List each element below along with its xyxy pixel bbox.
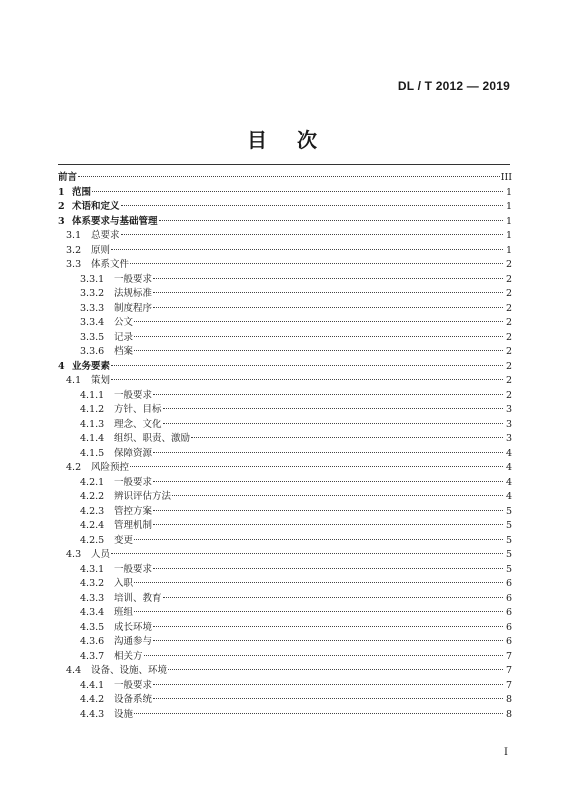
toc-entry-page: 2 xyxy=(505,288,512,299)
toc-entry-page: III xyxy=(500,172,512,183)
toc-entry-label: 入职 xyxy=(114,578,134,589)
toc-entry[interactable] xyxy=(58,534,512,549)
toc-leader-dots xyxy=(78,175,500,177)
toc-entry-page: 6 xyxy=(505,621,512,633)
toc-entry-label: 方针、目标 xyxy=(114,404,162,415)
toc-leader-dots xyxy=(144,654,503,656)
toc-entry-number: 4.4.1 xyxy=(80,679,105,691)
toc-entry-number: 4.4.2 xyxy=(80,694,105,705)
toc-leader-dots xyxy=(153,277,503,279)
toc-entry-number: 2 xyxy=(58,201,65,212)
toc-entry[interactable] xyxy=(58,389,512,404)
toc-entry-page: 6 xyxy=(505,607,512,618)
toc-entry-number: 4.3.2 xyxy=(80,578,105,589)
toc-entry-label: 记录 xyxy=(114,331,134,343)
toc-entry[interactable] xyxy=(58,650,512,665)
toc-leader-dots xyxy=(168,668,503,670)
toc-entry-page: 5 xyxy=(505,505,512,517)
toc-entry[interactable] xyxy=(58,200,512,215)
toc-entry-label: 制度程序 xyxy=(114,302,153,314)
toc-entry[interactable] xyxy=(58,244,512,259)
toc-entry-number: 4.2.2 xyxy=(80,491,105,502)
toc-entry-page: 4 xyxy=(505,476,512,488)
toc-entry-number: 4.4 xyxy=(66,665,82,676)
toc-entry-number: 3.3.4 xyxy=(80,317,105,328)
toc-entry[interactable] xyxy=(58,374,512,389)
toc-entry-label: 人员 xyxy=(91,549,111,560)
toc-entry-label: 体系要求与基础管理 xyxy=(72,215,158,227)
toc-entry-number: 4.1.5 xyxy=(80,447,105,459)
toc-entry-number: 3.1 xyxy=(66,230,82,241)
toc-entry-page: 2 xyxy=(505,375,512,386)
toc-entry-page: 6 xyxy=(505,578,512,589)
table-of-contents xyxy=(58,171,512,722)
toc-entry-page: 2 xyxy=(505,346,512,357)
toc-entry-label: 范围 xyxy=(72,186,92,198)
toc-leader-dots xyxy=(153,480,503,482)
toc-entry-number: 4.3.1 xyxy=(80,563,105,575)
toc-entry-page: 7 xyxy=(505,679,512,691)
toc-leader-dots xyxy=(121,204,503,206)
toc-leader-dots xyxy=(134,538,503,540)
toc-leader-dots xyxy=(134,320,503,322)
toc-leader-dots xyxy=(153,639,503,641)
toc-entry-page: 1 xyxy=(505,230,512,241)
toc-entry[interactable] xyxy=(58,621,512,636)
toc-leader-dots xyxy=(134,610,503,612)
toc-leader-dots xyxy=(172,494,503,496)
toc-entry[interactable] xyxy=(58,606,512,621)
toc-entry-label: 变更 xyxy=(114,534,134,546)
toc-entry-label: 策划 xyxy=(91,375,111,386)
toc-leader-dots xyxy=(92,190,503,192)
toc-entry-label: 培训、教育 xyxy=(114,592,162,604)
toc-entry-label: 法规标准 xyxy=(114,288,153,299)
toc-leader-dots xyxy=(163,407,503,409)
toc-entry[interactable] xyxy=(58,287,512,302)
toc-entry-number: 4 xyxy=(58,360,65,372)
toc-entry-label: 设备系统 xyxy=(114,694,153,705)
toc-entry-number: 4.1.1 xyxy=(80,389,105,401)
toc-entry[interactable] xyxy=(58,258,512,273)
toc-entry[interactable] xyxy=(58,403,512,418)
toc-entry-label: 术语和定义 xyxy=(72,201,120,212)
toc-entry-number: 4.2.1 xyxy=(80,476,105,488)
toc-leader-dots xyxy=(153,509,503,511)
toc-entry-number: 4.1 xyxy=(66,375,82,386)
toc-entry-page: 2 xyxy=(505,273,512,285)
toc-entry-label: 管控方案 xyxy=(114,505,153,517)
toc-entry[interactable] xyxy=(58,563,512,578)
title-rule xyxy=(58,164,510,165)
toc-leader-dots xyxy=(153,683,503,685)
toc-leader-dots xyxy=(153,306,503,308)
toc-entry-number: 4.3.3 xyxy=(80,592,105,604)
toc-entry-label: 一般要求 xyxy=(114,563,153,575)
toc-leader-dots xyxy=(121,233,503,235)
toc-entry-number: 4.2.5 xyxy=(80,534,105,546)
toc-entry-number: 3 xyxy=(58,215,65,227)
toc-entry[interactable] xyxy=(58,461,512,476)
toc-entry-page: 3 xyxy=(505,418,512,430)
toc-entry[interactable] xyxy=(58,548,512,563)
toc-title-part2: 次 xyxy=(297,128,319,152)
toc-entry[interactable] xyxy=(58,432,512,447)
toc-entry-number: 4.3.4 xyxy=(80,607,105,618)
toc-entry[interactable] xyxy=(58,476,512,491)
toc-leader-dots xyxy=(153,451,503,453)
toc-entry-number: 4.3.7 xyxy=(80,650,105,662)
toc-entry-number: 3.3.5 xyxy=(80,331,105,343)
toc-entry-page: 6 xyxy=(505,636,512,647)
toc-entry-page: 4 xyxy=(505,462,512,473)
toc-entry-page: 7 xyxy=(505,665,512,676)
toc-entry-number: 4.3.5 xyxy=(80,621,105,633)
toc-entry-label: 总要求 xyxy=(91,230,120,241)
toc-entry-page: 8 xyxy=(505,694,512,705)
toc-entry-page: 4 xyxy=(505,447,512,459)
toc-entry-page: 5 xyxy=(505,534,512,546)
toc-leader-dots xyxy=(153,625,503,627)
toc-entry[interactable] xyxy=(58,171,512,186)
toc-leader-dots xyxy=(163,596,503,598)
toc-entry-label: 一般要求 xyxy=(114,476,153,488)
toc-entry-label: 风险预控 xyxy=(91,462,130,473)
toc-entry-label: 公文 xyxy=(114,317,134,328)
toc-leader-dots xyxy=(111,364,503,366)
toc-leader-dots xyxy=(111,378,503,380)
document-code: DL / T 2012 — 2019 xyxy=(397,79,510,93)
toc-leader-dots xyxy=(191,436,503,438)
toc-leader-dots xyxy=(153,523,503,525)
toc-entry[interactable] xyxy=(58,679,512,694)
toc-entry-page: 2 xyxy=(505,331,512,343)
toc-leader-dots xyxy=(134,349,503,351)
toc-entry[interactable] xyxy=(58,229,512,244)
toc-entry-number: 4.2 xyxy=(66,462,82,473)
toc-title xyxy=(0,124,566,153)
toc-entry[interactable] xyxy=(58,345,512,360)
toc-entry-page: 3 xyxy=(505,404,512,415)
toc-entry-number: 4.1.3 xyxy=(80,418,105,430)
toc-entry[interactable] xyxy=(58,708,512,723)
toc-entry-page: 1 xyxy=(505,186,512,198)
toc-leader-dots xyxy=(134,335,503,337)
toc-leader-dots xyxy=(134,712,503,714)
toc-entry-label: 班组 xyxy=(114,607,134,618)
toc-leader-dots xyxy=(159,219,503,221)
toc-entry-label: 档案 xyxy=(114,346,134,357)
toc-entry-page: 1 xyxy=(505,244,512,256)
toc-entry-label: 业务要素 xyxy=(72,360,111,372)
toc-entry-page: 2 xyxy=(505,389,512,401)
toc-leader-dots xyxy=(130,262,503,264)
toc-leader-dots xyxy=(130,465,503,467)
toc-entry[interactable] xyxy=(58,418,512,433)
toc-entry-page: 8 xyxy=(505,708,512,720)
toc-entry-number: 4.3.6 xyxy=(80,636,105,647)
toc-entry-label: 前言 xyxy=(58,172,78,183)
toc-entry-label: 一般要求 xyxy=(114,389,153,401)
toc-entry[interactable] xyxy=(58,302,512,317)
toc-entry-page: 5 xyxy=(505,520,512,531)
toc-entry[interactable] xyxy=(58,447,512,462)
toc-entry-number: 3.2 xyxy=(66,244,82,256)
toc-entry[interactable] xyxy=(58,331,512,346)
toc-entry[interactable] xyxy=(58,592,512,607)
toc-entry[interactable] xyxy=(58,360,512,375)
toc-entry-label: 设备、设施、环境 xyxy=(91,665,168,676)
toc-entry-label: 辨识评估方法 xyxy=(114,491,172,502)
toc-leader-dots xyxy=(153,291,503,293)
toc-entry-page: 2 xyxy=(505,317,512,328)
toc-entry-number: 3.3.1 xyxy=(80,273,105,285)
toc-entry[interactable] xyxy=(58,664,512,679)
toc-entry-page: 2 xyxy=(505,259,512,270)
toc-entry-number: 4.4.3 xyxy=(80,708,105,720)
toc-entry-label: 体系文件 xyxy=(91,259,130,270)
toc-entry-page: 2 xyxy=(505,302,512,314)
toc-entry-label: 沟通参与 xyxy=(114,636,153,647)
toc-entry-label: 成长环境 xyxy=(114,621,153,633)
toc-entry-page: 1 xyxy=(505,215,512,227)
toc-entry-number: 4.2.4 xyxy=(80,520,105,531)
toc-entry-label: 组织、职责、激励 xyxy=(114,433,191,444)
toc-entry-page: 2 xyxy=(505,360,512,372)
toc-entry-page: 7 xyxy=(505,650,512,662)
page-number: I xyxy=(504,747,508,758)
toc-entry[interactable] xyxy=(58,519,512,534)
toc-leader-dots xyxy=(163,422,503,424)
toc-entry-number: 3.3.2 xyxy=(80,288,105,299)
toc-entry-label: 相关方 xyxy=(114,650,143,662)
toc-entry-number: 1 xyxy=(58,186,65,198)
toc-entry[interactable] xyxy=(58,316,512,331)
toc-entry[interactable] xyxy=(58,215,512,230)
toc-entry-page: 4 xyxy=(505,491,512,502)
toc-entry-page: 6 xyxy=(505,592,512,604)
toc-leader-dots xyxy=(153,567,503,569)
toc-entry-label: 原则 xyxy=(91,244,111,256)
toc-entry[interactable] xyxy=(58,693,512,708)
toc-entry-number: 4.3 xyxy=(66,549,82,560)
toc-entry-label: 保障资源 xyxy=(114,447,153,459)
toc-entry-number: 3.3.6 xyxy=(80,346,105,357)
toc-entry-number: 3.3 xyxy=(66,259,82,270)
toc-entry-number: 3.3.3 xyxy=(80,302,105,314)
toc-entry[interactable] xyxy=(58,505,512,520)
toc-entry-label: 管理机制 xyxy=(114,520,153,531)
toc-entry-page: 3 xyxy=(505,433,512,444)
toc-entry-number: 4.1.2 xyxy=(80,404,105,415)
toc-entry[interactable] xyxy=(58,635,512,650)
toc-entry[interactable] xyxy=(58,577,512,592)
toc-entry-page: 5 xyxy=(505,563,512,575)
toc-title-part1: 目 xyxy=(247,128,269,152)
toc-entry-page: 5 xyxy=(505,549,512,560)
toc-leader-dots xyxy=(111,552,503,554)
toc-entry-label: 一般要求 xyxy=(114,679,153,691)
toc-leader-dots xyxy=(153,393,503,395)
toc-leader-dots xyxy=(153,697,503,699)
toc-entry[interactable] xyxy=(58,490,512,505)
toc-entry-number: 4.2.3 xyxy=(80,505,105,517)
toc-entry-label: 理念、文化 xyxy=(114,418,162,430)
toc-leader-dots xyxy=(111,248,503,250)
toc-entry-label: 一般要求 xyxy=(114,273,153,285)
toc-leader-dots xyxy=(134,581,503,583)
toc-entry[interactable] xyxy=(58,273,512,288)
toc-entry[interactable] xyxy=(58,186,512,201)
toc-entry-number: 4.1.4 xyxy=(80,433,105,444)
toc-entry-page: 1 xyxy=(505,201,512,212)
toc-entry-label: 设施 xyxy=(114,708,134,720)
